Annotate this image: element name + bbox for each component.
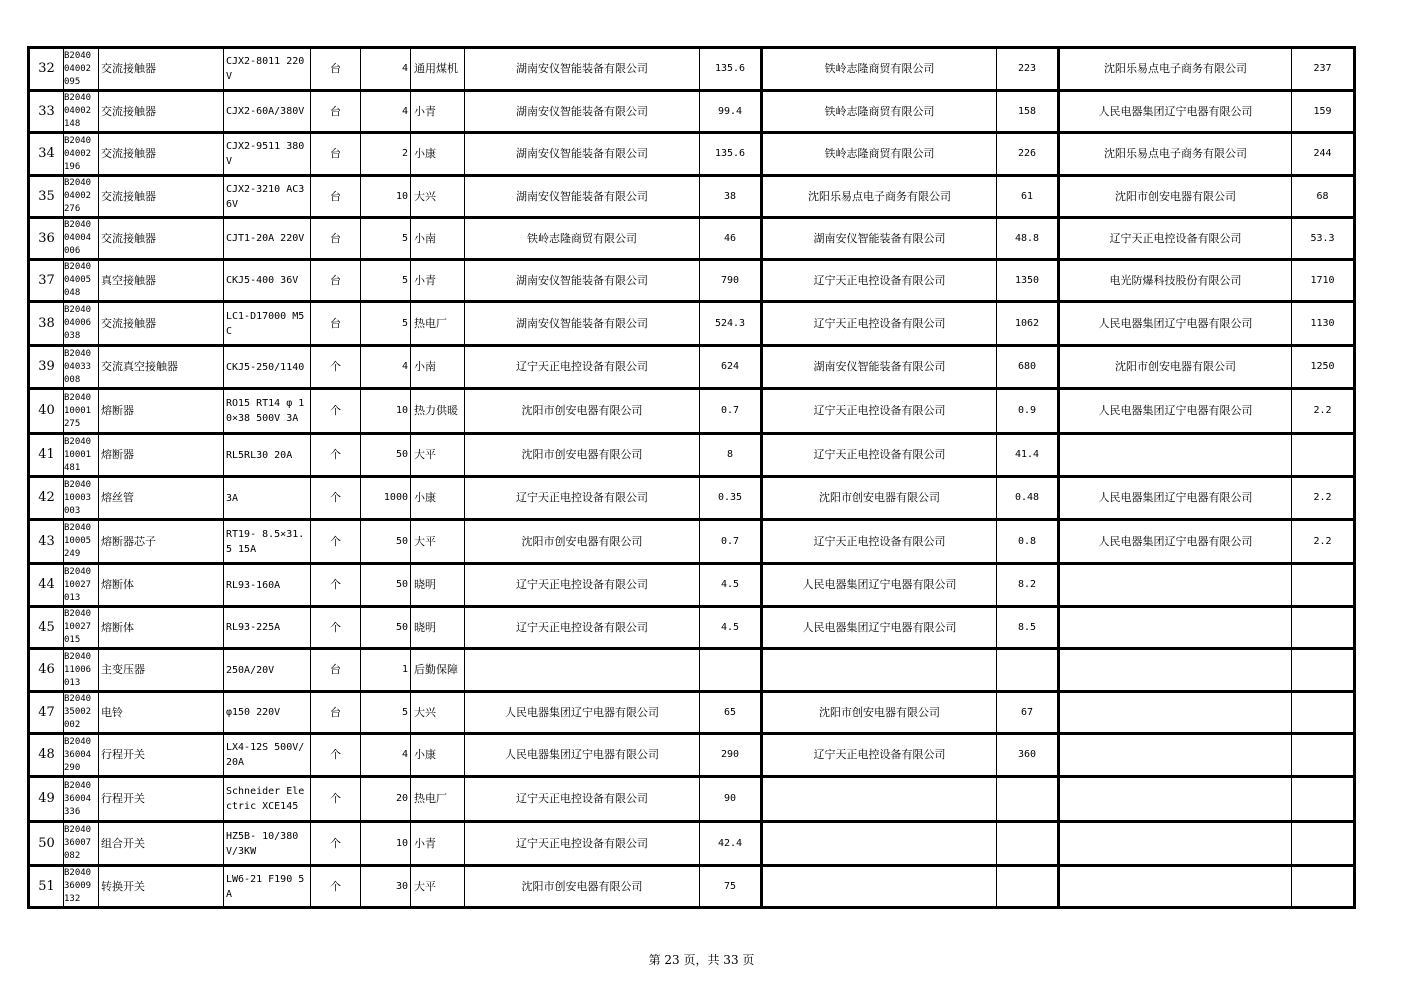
supplier-1: 辽宁天正电控设备有限公司 xyxy=(465,477,700,520)
price-1: 38 xyxy=(700,176,762,218)
using-unit: 小青 xyxy=(411,91,465,133)
supplier-3 xyxy=(1059,692,1292,734)
quantity: 50 xyxy=(361,520,411,564)
supplier-2: 沈阳市创安电器有限公司 xyxy=(762,477,997,520)
material-code: B2040 36004 336 xyxy=(64,777,99,822)
unit: 台 xyxy=(311,302,361,346)
unit: 台 xyxy=(311,260,361,302)
price-1: 75 xyxy=(700,866,762,908)
price-2: 0.9 xyxy=(997,389,1059,434)
material-code: B2040 10027 013 xyxy=(64,564,99,607)
table-row xyxy=(29,607,1355,649)
supplier-1 xyxy=(465,649,700,692)
price-1: 135.6 xyxy=(700,133,762,176)
using-unit: 小康 xyxy=(411,133,465,176)
supplier-2: 铁岭志隆商贸有限公司 xyxy=(762,48,997,91)
supplier-2: 湖南安仪智能装备有限公司 xyxy=(762,346,997,389)
row-number: 43 xyxy=(29,520,64,564)
material-code: B2040 04004 006 xyxy=(64,218,99,260)
price-3: 68 xyxy=(1292,176,1355,218)
supplier-1: 辽宁天正电控设备有限公司 xyxy=(465,822,700,866)
supplier-3: 沈阳乐易点电子商务有限公司 xyxy=(1059,48,1292,91)
quantity: 50 xyxy=(361,434,411,477)
supplier-3 xyxy=(1059,822,1292,866)
material-name: 交流接触器 xyxy=(99,218,224,260)
unit: 个 xyxy=(311,477,361,520)
using-unit: 小康 xyxy=(411,734,465,777)
supplier-1: 湖南安仪智能装备有限公司 xyxy=(465,176,700,218)
quantity: 4 xyxy=(361,734,411,777)
price-2: 360 xyxy=(997,734,1059,777)
supplier-2: 沈阳市创安电器有限公司 xyxy=(762,692,997,734)
material-name: 熔断体 xyxy=(99,564,224,607)
specification: CJX2-60A/380V xyxy=(224,91,311,133)
row-number: 41 xyxy=(29,434,64,477)
supplier-3: 电光防爆科技股份有限公司 xyxy=(1059,260,1292,302)
supplier-3 xyxy=(1059,564,1292,607)
unit: 个 xyxy=(311,734,361,777)
using-unit: 热力供暖 xyxy=(411,389,465,434)
supplier-1: 湖南安仪智能装备有限公司 xyxy=(465,91,700,133)
material-code: B2040 11006 013 xyxy=(64,649,99,692)
using-unit: 后勤保障 xyxy=(411,649,465,692)
using-unit: 小南 xyxy=(411,218,465,260)
row-number: 37 xyxy=(29,260,64,302)
supplier-1: 沈阳市创安电器有限公司 xyxy=(465,434,700,477)
price-1: 135.6 xyxy=(700,48,762,91)
supplier-1: 人民电器集团辽宁电器有限公司 xyxy=(465,692,700,734)
supplier-2: 人民电器集团辽宁电器有限公司 xyxy=(762,607,997,649)
material-name: 转换开关 xyxy=(99,866,224,908)
material-code: B2040 04002 196 xyxy=(64,133,99,176)
supplier-1: 辽宁天正电控设备有限公司 xyxy=(465,607,700,649)
supplier-1: 辽宁天正电控设备有限公司 xyxy=(465,777,700,822)
row-number: 48 xyxy=(29,734,64,777)
supplier-2 xyxy=(762,649,997,692)
price-1: 4.5 xyxy=(700,564,762,607)
supplier-2 xyxy=(762,822,997,866)
price-3: 53.3 xyxy=(1292,218,1355,260)
table-row xyxy=(29,734,1355,777)
specification: RT19- 8.5×31.5 15A xyxy=(224,520,311,564)
row-number: 46 xyxy=(29,649,64,692)
price-1: 290 xyxy=(700,734,762,777)
material-name: 熔断器 xyxy=(99,434,224,477)
quantity: 2 xyxy=(361,133,411,176)
specification: 3A xyxy=(224,477,311,520)
supplier-2: 辽宁天正电控设备有限公司 xyxy=(762,260,997,302)
price-1: 0.7 xyxy=(700,520,762,564)
price-2: 67 xyxy=(997,692,1059,734)
material-code: B2040 35002 002 xyxy=(64,692,99,734)
unit: 台 xyxy=(311,176,361,218)
quantity: 30 xyxy=(361,866,411,908)
table-row xyxy=(29,777,1355,822)
using-unit: 大兴 xyxy=(411,176,465,218)
material-name: 交流接触器 xyxy=(99,48,224,91)
supplier-1: 铁岭志隆商贸有限公司 xyxy=(465,218,700,260)
unit: 台 xyxy=(311,48,361,91)
price-2: 8.5 xyxy=(997,607,1059,649)
price-2: 158 xyxy=(997,91,1059,133)
material-name: 组合开关 xyxy=(99,822,224,866)
price-1: 90 xyxy=(700,777,762,822)
table-row xyxy=(29,477,1355,520)
material-name: 熔断器 xyxy=(99,389,224,434)
price-1: 0.7 xyxy=(700,389,762,434)
table-row xyxy=(29,649,1355,692)
row-number: 33 xyxy=(29,91,64,133)
unit: 台 xyxy=(311,649,361,692)
supplier-1: 湖南安仪智能装备有限公司 xyxy=(465,48,700,91)
material-code: B2040 10027 015 xyxy=(64,607,99,649)
supplier-3: 沈阳乐易点电子商务有限公司 xyxy=(1059,133,1292,176)
price-3: 159 xyxy=(1292,91,1355,133)
supplier-1: 沈阳市创安电器有限公司 xyxy=(465,520,700,564)
using-unit: 热电厂 xyxy=(411,777,465,822)
supplier-2 xyxy=(762,777,997,822)
specification: LC1-D17000 M5C xyxy=(224,302,311,346)
row-number: 51 xyxy=(29,866,64,908)
using-unit: 大平 xyxy=(411,434,465,477)
material-name: 熔断体 xyxy=(99,607,224,649)
price-3: 2.2 xyxy=(1292,477,1355,520)
supplier-3: 辽宁天正电控设备有限公司 xyxy=(1059,218,1292,260)
material-name: 交流接触器 xyxy=(99,302,224,346)
using-unit: 晓明 xyxy=(411,564,465,607)
row-number: 42 xyxy=(29,477,64,520)
supplier-3 xyxy=(1059,607,1292,649)
row-number: 35 xyxy=(29,176,64,218)
specification: φ150 220V xyxy=(224,692,311,734)
price-2 xyxy=(997,866,1059,908)
material-name: 主变压器 xyxy=(99,649,224,692)
unit: 个 xyxy=(311,346,361,389)
supplier-1: 辽宁天正电控设备有限公司 xyxy=(465,564,700,607)
supplier-2: 辽宁天正电控设备有限公司 xyxy=(762,434,997,477)
supplier-2: 沈阳乐易点电子商务有限公司 xyxy=(762,176,997,218)
supplier-1: 湖南安仪智能装备有限公司 xyxy=(465,302,700,346)
supplier-1: 沈阳市创安电器有限公司 xyxy=(465,866,700,908)
row-number: 49 xyxy=(29,777,64,822)
quantity: 4 xyxy=(361,48,411,91)
price-3: 1130 xyxy=(1292,302,1355,346)
specification: Schneider Electric XCE145 xyxy=(224,777,311,822)
table-row xyxy=(29,346,1355,389)
material-code: B2040 10001 275 xyxy=(64,389,99,434)
quantity: 10 xyxy=(361,822,411,866)
using-unit: 小南 xyxy=(411,346,465,389)
unit: 台 xyxy=(311,218,361,260)
row-number: 44 xyxy=(29,564,64,607)
price-2: 1350 xyxy=(997,260,1059,302)
table-row xyxy=(29,520,1355,564)
material-name: 电铃 xyxy=(99,692,224,734)
material-code: B2040 04002 276 xyxy=(64,176,99,218)
quantity: 1000 xyxy=(361,477,411,520)
supplier-1: 湖南安仪智能装备有限公司 xyxy=(465,260,700,302)
quantity: 10 xyxy=(361,176,411,218)
unit: 个 xyxy=(311,389,361,434)
supplier-2: 人民电器集团辽宁电器有限公司 xyxy=(762,564,997,607)
quantity: 10 xyxy=(361,389,411,434)
price-1: 8 xyxy=(700,434,762,477)
price-3 xyxy=(1292,649,1355,692)
quantity: 4 xyxy=(361,91,411,133)
unit: 台 xyxy=(311,91,361,133)
using-unit: 大平 xyxy=(411,866,465,908)
price-2: 41.4 xyxy=(997,434,1059,477)
table-row xyxy=(29,48,1355,91)
supplier-1: 沈阳市创安电器有限公司 xyxy=(465,389,700,434)
price-1: 42.4 xyxy=(700,822,762,866)
table-row xyxy=(29,389,1355,434)
price-3 xyxy=(1292,607,1355,649)
quantity: 20 xyxy=(361,777,411,822)
using-unit: 大兴 xyxy=(411,692,465,734)
price-3: 1250 xyxy=(1292,346,1355,389)
price-1: 4.5 xyxy=(700,607,762,649)
material-code: B2040 04002 095 xyxy=(64,48,99,91)
price-3 xyxy=(1292,866,1355,908)
specification: RL5RL30 20A xyxy=(224,434,311,477)
quantity: 4 xyxy=(361,346,411,389)
specification: CJX2-9511 380V xyxy=(224,133,311,176)
price-1: 624 xyxy=(700,346,762,389)
table-row xyxy=(29,866,1355,908)
price-2 xyxy=(997,822,1059,866)
price-1: 790 xyxy=(700,260,762,302)
supplier-1: 湖南安仪智能装备有限公司 xyxy=(465,133,700,176)
price-2: 680 xyxy=(997,346,1059,389)
using-unit: 大平 xyxy=(411,520,465,564)
unit: 个 xyxy=(311,822,361,866)
price-3: 1710 xyxy=(1292,260,1355,302)
price-3 xyxy=(1292,822,1355,866)
material-code: B2040 10003 003 xyxy=(64,477,99,520)
unit: 个 xyxy=(311,434,361,477)
supplier-2: 铁岭志隆商贸有限公司 xyxy=(762,91,997,133)
table-row xyxy=(29,91,1355,133)
page-footer: 第 23 页，共 33 页 xyxy=(648,953,755,967)
table-row xyxy=(29,822,1355,866)
supplier-3 xyxy=(1059,649,1292,692)
supplier-3: 人民电器集团辽宁电器有限公司 xyxy=(1059,91,1292,133)
row-number: 50 xyxy=(29,822,64,866)
specification: RL93-225A xyxy=(224,607,311,649)
using-unit: 小青 xyxy=(411,260,465,302)
price-comparison-table xyxy=(27,46,1356,909)
material-code: B2040 10005 249 xyxy=(64,520,99,564)
price-1 xyxy=(700,649,762,692)
row-number: 45 xyxy=(29,607,64,649)
price-3: 2.2 xyxy=(1292,520,1355,564)
quantity: 50 xyxy=(361,607,411,649)
using-unit: 小康 xyxy=(411,477,465,520)
specification: CKJ5-400 36V xyxy=(224,260,311,302)
material-code: B2040 04006 038 xyxy=(64,302,99,346)
price-3 xyxy=(1292,434,1355,477)
material-name: 行程开关 xyxy=(99,734,224,777)
material-name: 交流接触器 xyxy=(99,176,224,218)
unit: 个 xyxy=(311,866,361,908)
material-code: B2040 10001 481 xyxy=(64,434,99,477)
supplier-2: 辽宁天正电控设备有限公司 xyxy=(762,734,997,777)
material-name: 真空接触器 xyxy=(99,260,224,302)
price-3: 237 xyxy=(1292,48,1355,91)
supplier-1: 辽宁天正电控设备有限公司 xyxy=(465,346,700,389)
row-number: 40 xyxy=(29,389,64,434)
price-2 xyxy=(997,777,1059,822)
specification: LW6-21 F190 5A xyxy=(224,866,311,908)
unit: 个 xyxy=(311,777,361,822)
unit: 个 xyxy=(311,520,361,564)
supplier-2 xyxy=(762,866,997,908)
price-2: 1062 xyxy=(997,302,1059,346)
unit: 个 xyxy=(311,564,361,607)
material-name: 交流真空接触器 xyxy=(99,346,224,389)
price-3 xyxy=(1292,564,1355,607)
supplier-3: 人民电器集团辽宁电器有限公司 xyxy=(1059,520,1292,564)
supplier-3: 沈阳市创安电器有限公司 xyxy=(1059,176,1292,218)
row-number: 34 xyxy=(29,133,64,176)
price-3 xyxy=(1292,692,1355,734)
quantity: 5 xyxy=(361,692,411,734)
price-1: 0.35 xyxy=(700,477,762,520)
price-2: 0.8 xyxy=(997,520,1059,564)
material-code: B2040 04002 148 xyxy=(64,91,99,133)
material-code: B2040 36009 132 xyxy=(64,866,99,908)
supplier-3 xyxy=(1059,734,1292,777)
supplier-3 xyxy=(1059,777,1292,822)
specification: 250A/20V xyxy=(224,649,311,692)
price-3 xyxy=(1292,777,1355,822)
price-1: 524.3 xyxy=(700,302,762,346)
table-row xyxy=(29,564,1355,607)
quantity: 50 xyxy=(361,564,411,607)
material-name: 行程开关 xyxy=(99,777,224,822)
table-row xyxy=(29,692,1355,734)
table-row xyxy=(29,302,1355,346)
price-3: 244 xyxy=(1292,133,1355,176)
specification: RO15 RT14 φ 10×38 500V 3A xyxy=(224,389,311,434)
supplier-3: 沈阳市创安电器有限公司 xyxy=(1059,346,1292,389)
specification: CJT1-20A 220V xyxy=(224,218,311,260)
material-code: B2040 04005 048 xyxy=(64,260,99,302)
using-unit: 晓明 xyxy=(411,607,465,649)
price-2 xyxy=(997,649,1059,692)
using-unit: 热电厂 xyxy=(411,302,465,346)
supplier-3 xyxy=(1059,866,1292,908)
row-number: 38 xyxy=(29,302,64,346)
price-3 xyxy=(1292,734,1355,777)
price-1: 65 xyxy=(700,692,762,734)
quantity: 1 xyxy=(361,649,411,692)
using-unit: 通用煤机 xyxy=(411,48,465,91)
material-code: B2040 04033 008 xyxy=(64,346,99,389)
using-unit: 小青 xyxy=(411,822,465,866)
price-3: 2.2 xyxy=(1292,389,1355,434)
unit: 台 xyxy=(311,133,361,176)
supplier-2: 铁岭志隆商贸有限公司 xyxy=(762,133,997,176)
quantity: 5 xyxy=(361,218,411,260)
material-name: 交流接触器 xyxy=(99,91,224,133)
specification: HZ5B- 10/380V/3KW xyxy=(224,822,311,866)
unit: 台 xyxy=(311,692,361,734)
row-number: 47 xyxy=(29,692,64,734)
material-code: B2040 36007 082 xyxy=(64,822,99,866)
supplier-2: 辽宁天正电控设备有限公司 xyxy=(762,302,997,346)
unit: 个 xyxy=(311,607,361,649)
supplier-3: 人民电器集团辽宁电器有限公司 xyxy=(1059,389,1292,434)
specification: CJX2-8011 220V xyxy=(224,48,311,91)
table-row xyxy=(29,434,1355,477)
table-row xyxy=(29,176,1355,218)
table-row xyxy=(29,133,1355,176)
specification: RL93-160A xyxy=(224,564,311,607)
row-number: 39 xyxy=(29,346,64,389)
quantity: 5 xyxy=(361,302,411,346)
price-2: 226 xyxy=(997,133,1059,176)
supplier-2: 辽宁天正电控设备有限公司 xyxy=(762,389,997,434)
price-2: 61 xyxy=(997,176,1059,218)
price-2: 48.8 xyxy=(997,218,1059,260)
supplier-2: 湖南安仪智能装备有限公司 xyxy=(762,218,997,260)
quantity: 5 xyxy=(361,260,411,302)
supplier-3 xyxy=(1059,434,1292,477)
row-number: 32 xyxy=(29,48,64,91)
price-2: 0.48 xyxy=(997,477,1059,520)
row-number: 36 xyxy=(29,218,64,260)
material-name: 熔断器芯子 xyxy=(99,520,224,564)
price-1: 99.4 xyxy=(700,91,762,133)
material-name: 熔丝管 xyxy=(99,477,224,520)
table-row xyxy=(29,260,1355,302)
price-1: 46 xyxy=(700,218,762,260)
material-name: 交流接触器 xyxy=(99,133,224,176)
supplier-3: 人民电器集团辽宁电器有限公司 xyxy=(1059,477,1292,520)
specification: CJX2-3210 AC36V xyxy=(224,176,311,218)
supplier-3: 人民电器集团辽宁电器有限公司 xyxy=(1059,302,1292,346)
material-code: B2040 36004 290 xyxy=(64,734,99,777)
table-row xyxy=(29,218,1355,260)
specification: LX4-12S 500V/20A xyxy=(224,734,311,777)
price-2: 223 xyxy=(997,48,1059,91)
specification: CKJ5-250/1140 xyxy=(224,346,311,389)
supplier-1: 人民电器集团辽宁电器有限公司 xyxy=(465,734,700,777)
supplier-2: 辽宁天正电控设备有限公司 xyxy=(762,520,997,564)
price-2: 8.2 xyxy=(997,564,1059,607)
